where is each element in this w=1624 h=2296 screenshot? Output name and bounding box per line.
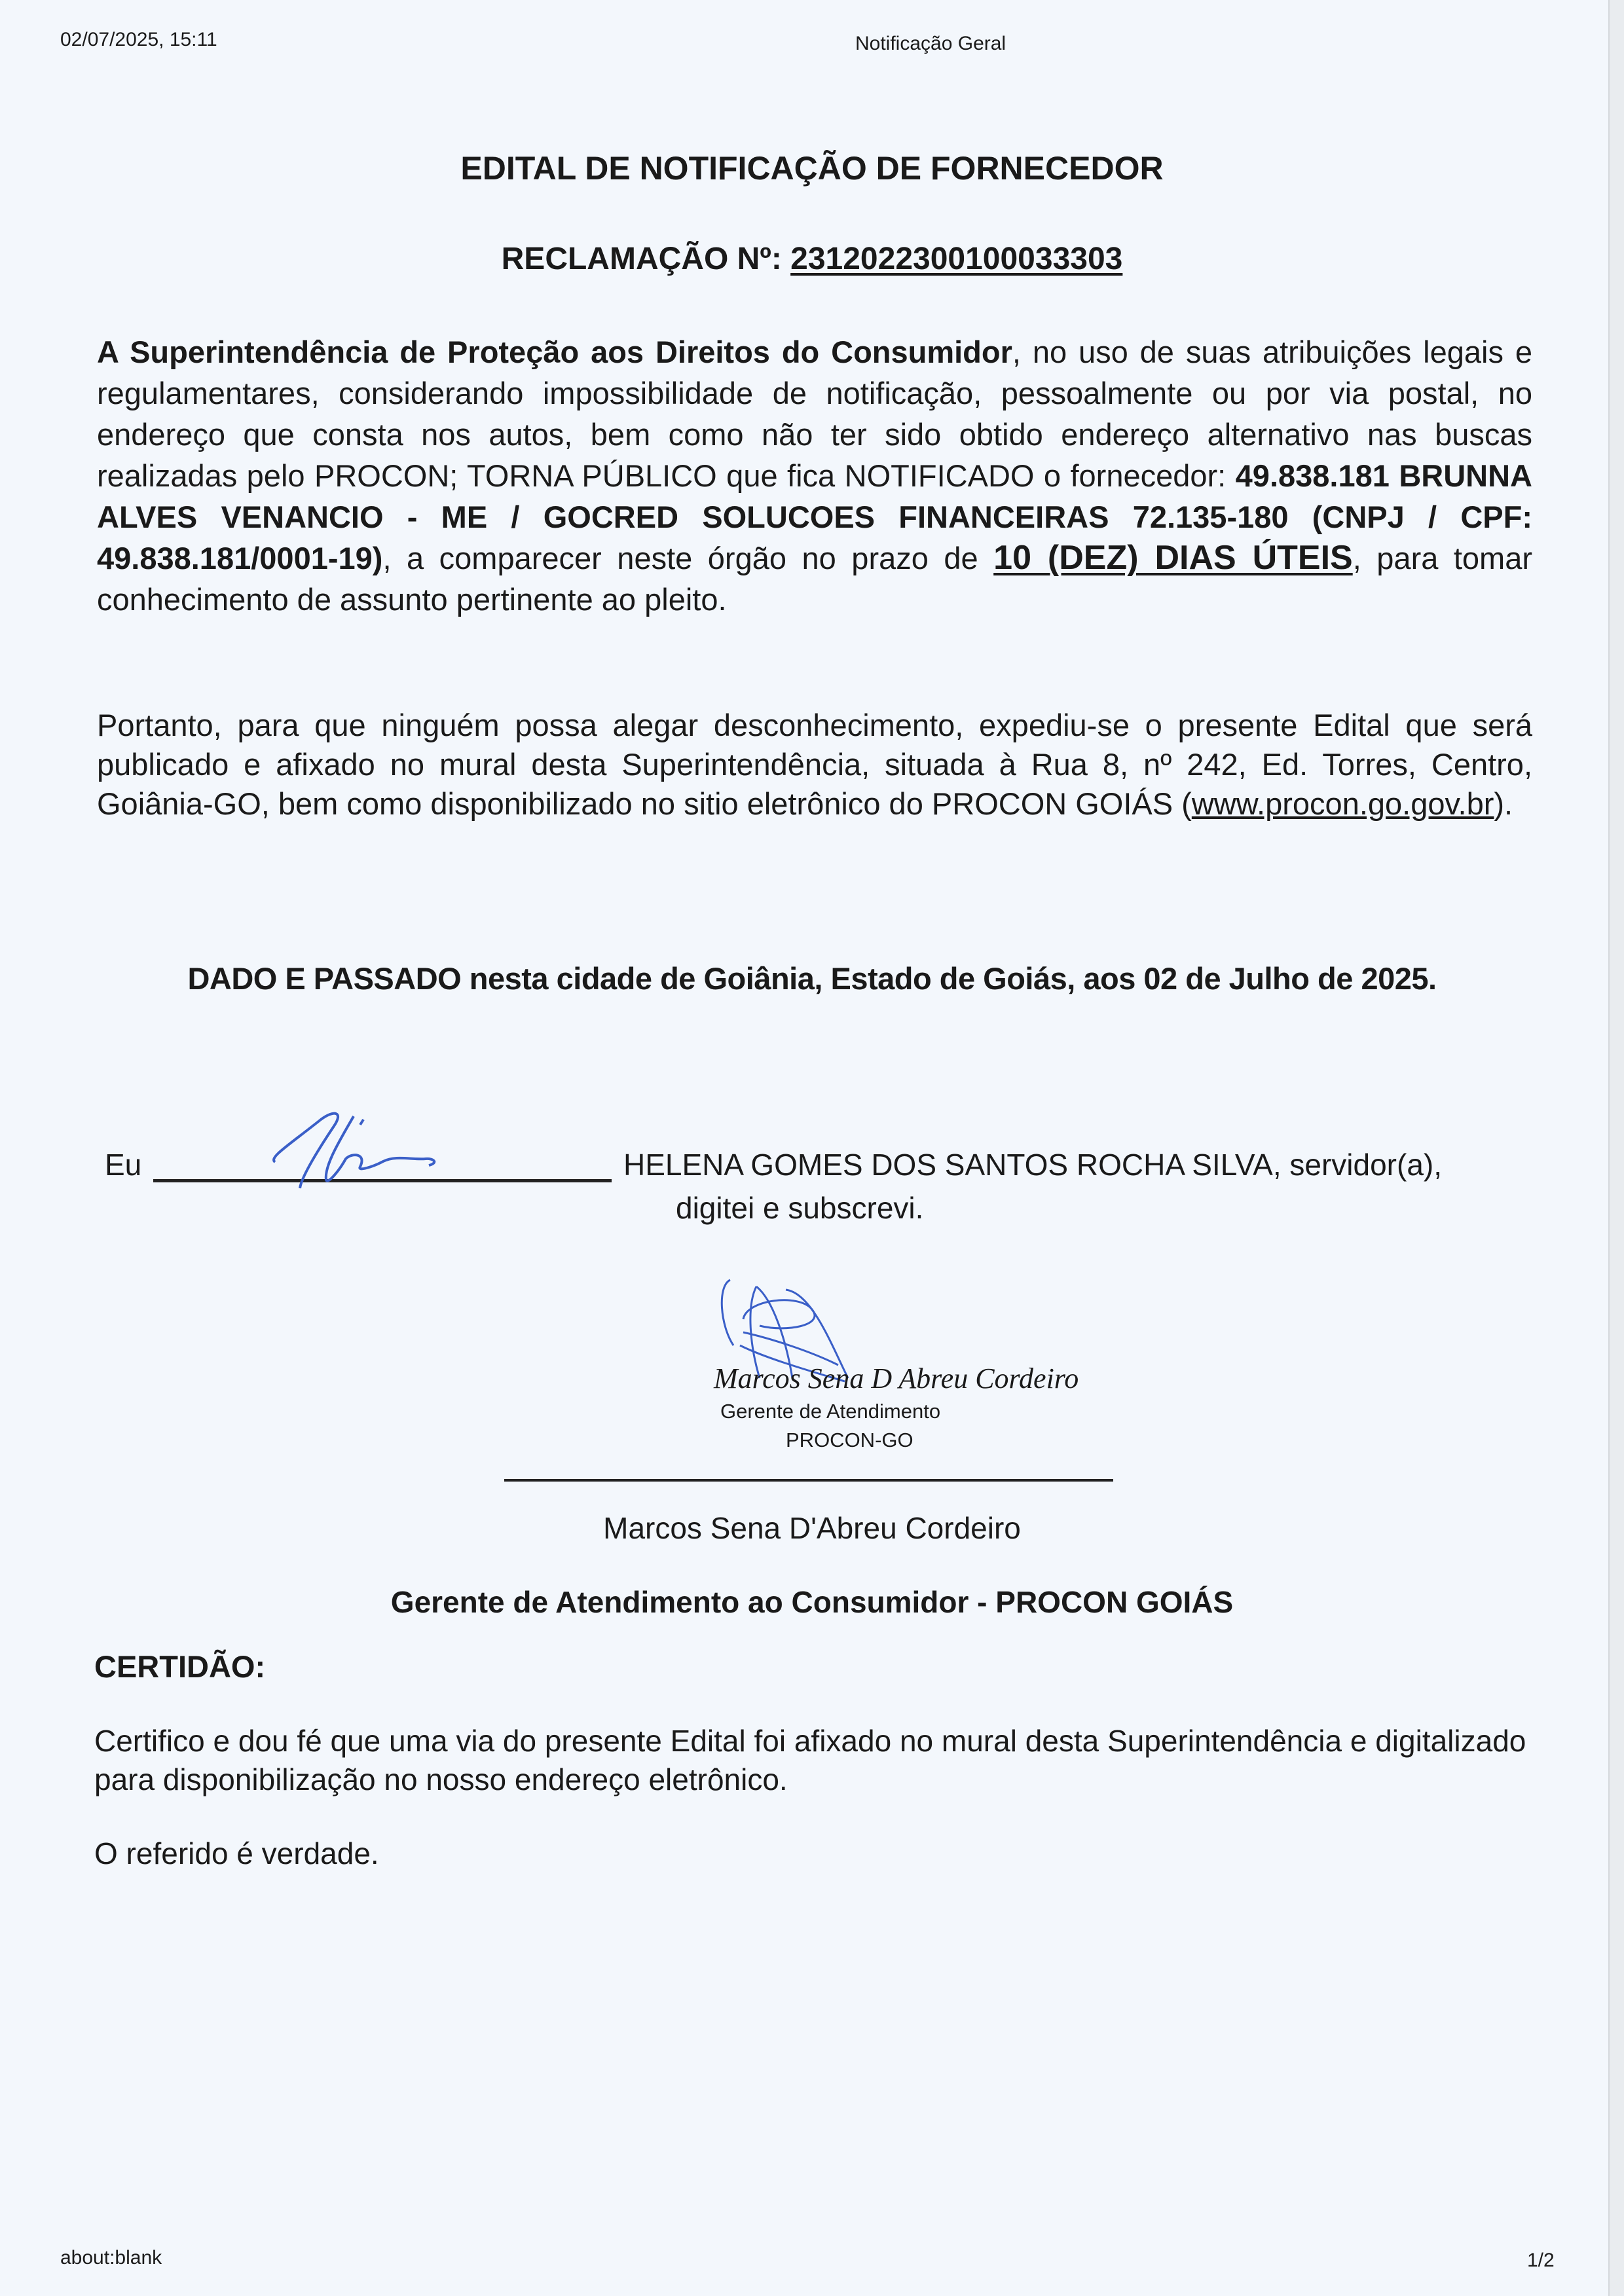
stamp-org: PROCON-GO (786, 1429, 913, 1451)
paragraph-text: , para tomar conhecimento de assunto pertinente ao pleito. (97, 541, 1533, 617)
reclamacao-line (0, 241, 1624, 277)
scan-edge (1608, 0, 1624, 2296)
paragraph-text: , a comparecer neste órgão no prazo de (382, 541, 994, 575)
dado-passado-text: nesta cidade de Goiânia, Estado de Goiás, aos 02 de Julho de 2025. (461, 961, 1437, 996)
clerk-signature (262, 1106, 498, 1205)
clerk-continuation: digitei e subscrevi. (676, 1191, 924, 1225)
print-datetime: 02/07/2025, 15:11 (60, 29, 217, 50)
stamp-name: Marcos Sena D Abreu Cordeiro (714, 1362, 1079, 1394)
reclamacao-label: RECLAMAÇÃO Nº: (501, 242, 782, 276)
reclamacao-number: 2312022300100033303 (790, 242, 1123, 276)
document-title: EDITAL DE NOTIFICAÇÃO DE FORNECEDOR (460, 150, 1164, 187)
manager-signature-line (504, 1479, 1113, 1482)
certidao-closing: O referido é verdade. (94, 1836, 379, 1870)
deadline: 10 (DEZ) DIAS ÚTEIS (993, 539, 1353, 577)
notification-paragraph (97, 331, 1532, 620)
signatory-role: Gerente de Atendimento ao Consumidor - PROCON GOIÁS (390, 1585, 1234, 1619)
eu-label: Eu (105, 1148, 142, 1182)
signatory-name: Marcos Sena D'Abreu Cordeiro (603, 1511, 1021, 1545)
print-url: about:blank (60, 2247, 162, 2269)
paragraph-text: ). (1494, 786, 1513, 821)
dado-passado-bold: DADO E PASSADO (187, 961, 462, 996)
publication-paragraph (97, 706, 1532, 824)
paragraph-text: , no uso de suas atribuições legais e regulamentares, considerando impossibilidade de notificação, pessoalmente ou por via postal, no endereço que consta nos autos, bem como não ter sido obtido endereço alternativo nas buscas realizadas pelo PROCON; TORNA PÚBLICO que fica NOTIFICADO o fornecedor: (97, 335, 1532, 493)
print-page-title: Notificação Geral (855, 33, 1006, 54)
agency-name: A Superintendência de Proteção aos Direitos do Consumidor (97, 335, 1012, 369)
stamp-role: Gerente de Atendimento (720, 1400, 941, 1423)
supplier-identification: 49.838.181 BRUNNA ALVES VENANCIO - ME / GOCRED SOLUCOES FINANCEIRAS 72.135-180 (CNPJ / CPF: 49.838.181/0001-19) (97, 458, 1532, 575)
procon-website-link[interactable]: www.procon.go.gov.br (1191, 786, 1494, 821)
clerk-name: HELENA GOMES DOS SANTOS ROCHA SILVA, servidor(a), (623, 1148, 1442, 1182)
certidao-text: Certifico e dou fé que uma via do presente Edital foi afixado no mural desta Superintendência e digitalizado para disponibilização no nosso endereço eletrônico. (94, 1724, 1526, 1796)
page-number: 1/2 (1527, 2250, 1555, 2271)
certidao-heading: CERTIDÃO: (94, 1649, 266, 1684)
dado-passado-line (0, 960, 1624, 996)
paragraph-text: Portanto, para que ninguém possa alegar desconhecimento, expediu-se o presente Edital que será publicado e afixado no mural desta Superintendência, situada à Rua 8, nº 242, Ed. Torres, Centro, Goiânia-GO, bem como disponibilizado no sitio eletrônico do PROCON GOIÁS ( (97, 708, 1532, 821)
